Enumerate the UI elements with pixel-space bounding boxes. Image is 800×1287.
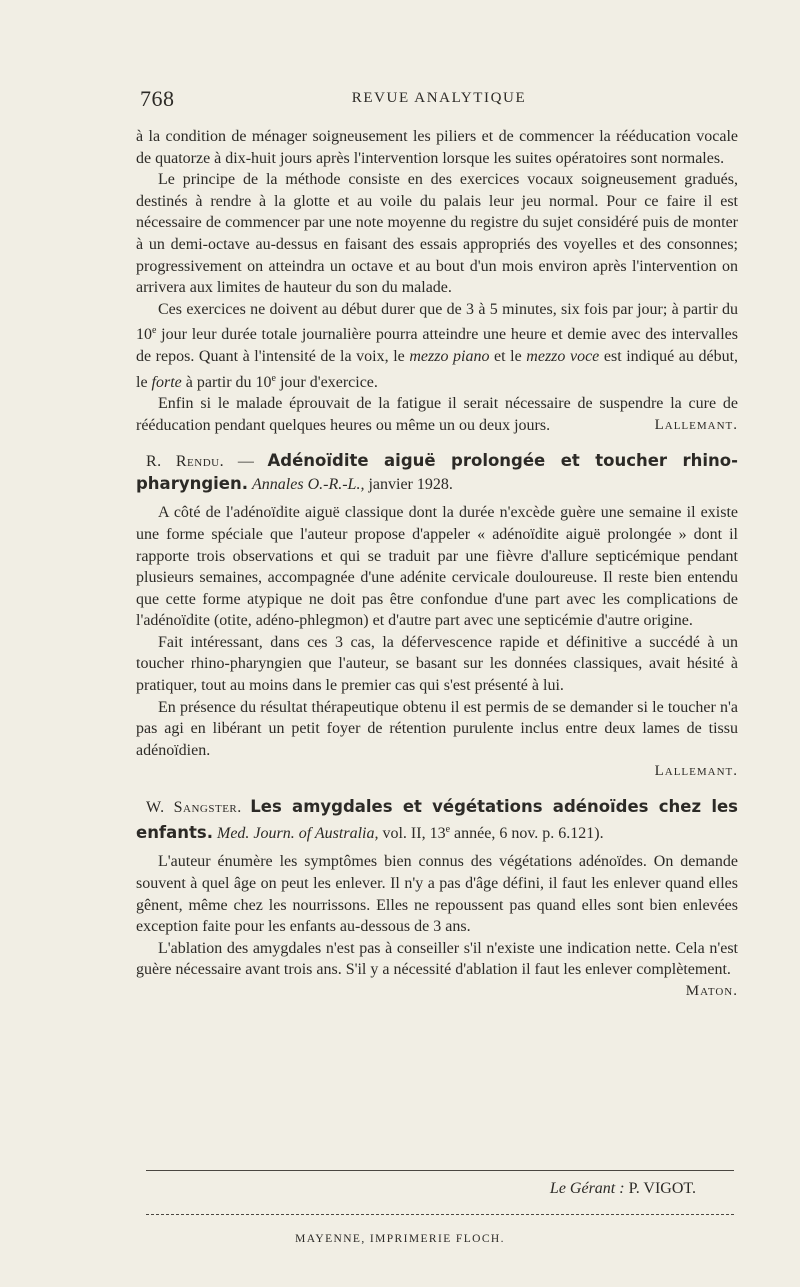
italic-term: mezzo piano xyxy=(409,347,490,365)
superscript: e xyxy=(152,325,157,337)
paragraph: En présence du résultat thérapeutique obtenu il est permis de se demander si le toucher n'a pas agi en libérant un petit foyer de rétention purulente inclus entre deux lames de tissu adénoïdien. xyxy=(136,698,738,759)
running-title: REVUE ANALYTIQUE xyxy=(351,90,527,106)
page-header xyxy=(140,86,738,112)
text-run: jour d'exercice. xyxy=(275,373,378,391)
paragraph xyxy=(136,299,738,393)
text-run: Ces exercices ne doivent au début durer que de 3 à 5 minutes, six fois par jour; à partir du 10 xyxy=(136,300,738,344)
gerant-name: P. VIGOT. xyxy=(624,1180,696,1197)
author-name: W. Sangster. xyxy=(146,799,242,817)
volume-info: année, 6 nov. p. 6.121). xyxy=(450,825,604,843)
italic-term: mezzo voce xyxy=(526,347,600,365)
volume-info: vol. II, 13 xyxy=(378,825,446,843)
text-run: jour leur durée totale journalière pourra atteindre une heure et demie avec des intervalles de repos. Quant à l'intensité de la voix, le xyxy=(136,326,738,365)
gerant-label: Le Gérant : xyxy=(549,1180,625,1197)
signature: Lallemant. xyxy=(654,763,738,780)
italic-term: forte xyxy=(151,373,182,391)
signature: Lallemant. xyxy=(654,417,738,434)
text-run: est indiqué au début, le xyxy=(136,347,739,391)
article-body xyxy=(136,126,738,1002)
article-heading xyxy=(136,450,738,496)
text-run: et le xyxy=(489,347,527,365)
dash: — xyxy=(224,453,268,471)
paragraph: L'ablation des amygdales n'est pas à conseiller s'il n'existe une indication nette. Cela n'est guère nécessaire avant trois ans. S'il y a nécessité d'ablation il faut les enlever complètement. xyxy=(136,939,738,979)
publication-date: janvier 1928. xyxy=(364,476,453,494)
paragraph: Le principe de la méthode consiste en des exercices vocaux soigneusement gradués, destinés à rendre à la glotte et au voile du palais leur jeu normal. Pour ce faire il est nécessaire de commencer par une note moyenne du registre du sujet considéré puis de monter à un demi-octave au-dessus en faisant des essais appropriés des voyelles et des consonnes; progressivement on atteindra un octave et au bout d'un mois environ après l'intervention on arrivera aux limites de hauteur du son du malade. xyxy=(136,171,738,297)
paragraph: Enfin si le malade éprouvait de la fatigue il serait nécessaire de suspendre la cure de rééducation pendant quelques heures ou même un ou deux jours. xyxy=(136,395,738,434)
paragraph: à la condition de ménager soigneusement les piliers et de commencer la rééducation vocale de quatorze à dix-huit jours après l'intervention lorsque les suites opératoires sont normales. xyxy=(136,128,738,167)
paragraph: A côté de l'adénoïdite aiguë classique dont la durée n'excède guère une semaine il existe une forme spéciale que l'auteur propose d'appeler « adénoïdite aiguë prolongée » dont il rapporte trois observations et qui se traduit par une fièvre d'allure septicémique pendant plusieurs semaines, accompagnée d'une adénite cervicale douloureuse. Il reste bien entendu que cette forme atypique ne doit pas être confondue d'une part avec les complications de l'adénoïdite (otite, adéno-phlegmon) et d'autre part avec une septicémie d'autre origine. xyxy=(136,504,738,630)
journal-name: Med. Journ. of Australia, xyxy=(216,825,379,843)
paragraph: L'auteur énumère les symptômes bien connus des végétations adénoïdes. On demande souvent à quel âge on peut les enlever. Il n'y a pas d'âge défini, il faut les enlever quand elles gênent, même chez les nourrissons. Elles ne repoussent pas quand elles sont bien enlevées exception faite pour les enfants au-dessous de 3 ans. xyxy=(136,853,738,936)
gerant-line xyxy=(550,1180,696,1198)
article-title: Adénoïdite aiguë prolongée et toucher rhino-pharyngien. xyxy=(136,451,738,494)
paragraph: Fait intéressant, dans ces 3 cas, la défervescence rapide et définitive a succédé à un toucher rhino-pharyngien que l'auteur, se basant sur les données classiques, avait hésité à pratiquer, tout au moins dans le premier cas qui s'est présenté à lui. xyxy=(136,633,738,695)
article-title: Les amygdales et végétations adénoïdes chez les enfants. xyxy=(136,797,738,843)
printer-imprint: MAYENNE, IMPRIMERIE FLOCH. xyxy=(295,1233,505,1245)
signature: Maton. xyxy=(685,983,738,999)
superscript: e xyxy=(445,824,451,836)
page-number: 768 xyxy=(140,86,175,111)
journal-name: Annales O.-R.-L., xyxy=(252,476,365,494)
article-heading xyxy=(136,796,738,845)
superscript: e xyxy=(271,372,276,384)
text-run: à partir du 10 xyxy=(181,373,272,391)
author-name: R. Rendu. xyxy=(146,453,225,471)
footer-rule xyxy=(146,1170,734,1171)
footer-rule xyxy=(146,1214,734,1215)
